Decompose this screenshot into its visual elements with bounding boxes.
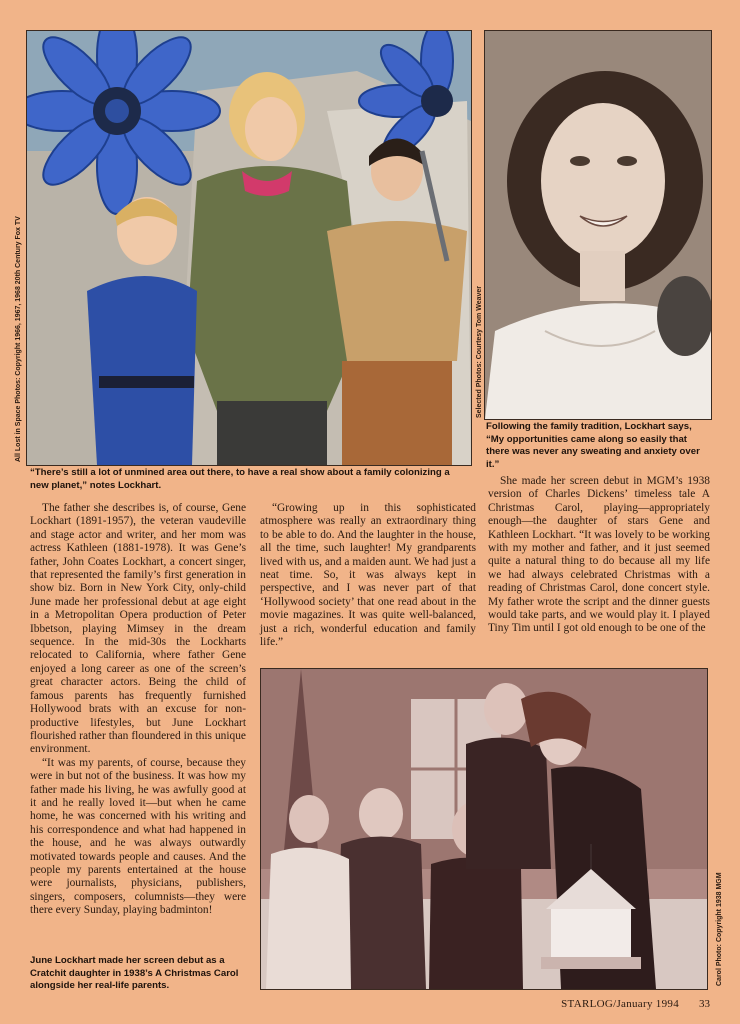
christmas-carol-caption: June Lockhart made her screen debut as a Cratchit daughter in 1938’s A Christmas Carol alongside her real-life parents. [30,955,239,991]
lost-in-space-photo [26,30,472,466]
article-paragraph: The father she describes is, of course, Gene Lockhart (1891-1957), the veteran vaudeville and stage actor and writer, and her mom was actress Kathleen (1881-1978). It was Gene’s father, John Coates Lockhart, a concert singer, that represented the family’s first generation in show biz. Born in New York City, only-child June made her professional debut at age eight in a Metropolitan Opera production of Peter Ibbetson, playing Mimsey in the dream sequence. In the mid-30s the Lockharts relocated to California, where father Gene enjoyed a long career as one of the screen’s great character actors. Being the child of famous parents has frequently furnished Hollywood brats with an excuse for non-productive lifestyles, but June Lockhart flourished rather than floundered in this unique environment. [30,502,246,756]
page-number: 33 [699,998,710,1010]
christmas-carol-photo [260,668,708,990]
portrait-photo-credit: Selected Photos: Courtesy Tom Weaver [476,286,483,418]
lost-in-space-photo-credit: All Lost in Space Photos: Copyright 1966, 1967, 1968 20th Century Fox TV [15,216,22,462]
article-column-3 [488,475,710,636]
article-paragraph: “It was my parents, of course, because they were in but not of the business. It was how my father made his living, he was awfully good at it and he really loved it—but when he came home, he was concerned with his writing and his correspondence and what had happened in the house, and he was always outwardly motivated towards people and causes. And the people my parents entertained at the house were journalists, physicians, publishers, singers, composers, columnists—they were there every Sunday, playing badminton! [30,756,246,917]
lost-in-space-illustration [27,31,471,465]
article-column-2 [260,502,476,649]
lost-in-space-caption: “There’s still a lot of unmined area out there, to have a real show about a family colonizing a new planet,” notes Lockhart. [30,467,450,491]
magazine-issue: STARLOG/January 1994 [561,998,679,1010]
page-footer [561,998,710,1010]
christmas-carol-illustration [261,669,707,989]
portrait-photo [484,30,712,420]
article-paragraph: She made her screen debut in MGM’s 1938 version of Charles Dickens’ timeless tale A Christmas Carol, playing—appropriately enough—the daughter of stars Gene and Kathleen Lockhart. “It was lovely to be working with my mother and father, and it just seemed quite a natural thing to do because all my life we had always celebrated Christmas with a reading of Christmas Carol, done concert style. My father wrote the script and the dinner guests would take parts, and we would play it. I played Tiny Tim until I got old enough to be one of the [488,475,710,635]
portrait-illustration [485,31,711,419]
article-column-1 [30,502,246,918]
article-paragraph: “Growing up in this sophisticated atmosphere was really an extraordinary thing to be able to do. And the laughter in the house, all the time, such laughter! My grandparents lived with us, and a maiden aunt. We had just a neat time. So, it was always kept in perspective, and I was never part of that ‘Hollywood society’ that one read about in the movie magazines. It was quite well-balanced, just a rich, wonderful education and family life.” [260,502,476,649]
portrait-caption: Following the family tradition, Lockhart says, “My opportunities came along so easily that there was never any sweating and anxiety over it.” [486,421,700,470]
christmas-carol-photo-credit: Carol Photo: Copyright 1938 MGM [716,872,723,986]
